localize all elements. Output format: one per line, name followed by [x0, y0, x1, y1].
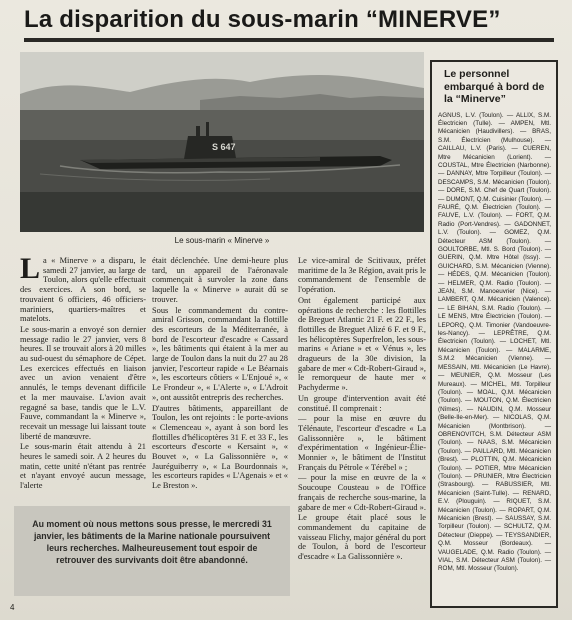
article-paragraph: Un groupe d'intervention avait été constitué. Il comprenait : [298, 393, 426, 413]
lead-paragraph-text: a « Minerve » a disparu, le samedi 27 janvier, au large de Toulon, alors qu'elle effectuait des exercices. A son bord, se trouvaient 6 officiers, 46 officiers-mariniers, quartiers-maîtres et matelots. [20, 256, 146, 324]
photo-caption: Le sous-marin « Minerve » [174, 236, 270, 245]
article-paragraph: Ont également participé aux opérations de recherche : les flottilles de Breguet Atlantic 21 F. et 22 F., les flottilles de Breguet Alizé 6 F. et 9 F., les hélicoptères Superfrelon, les sous-marins « Ariane » et « Vénus », les dragueurs de la 30e division, la gabare de mer « Cdt-Robert-Giraud », le remorqueur de haute mer « Pachyderme ». [298, 295, 426, 393]
hull-number: S 647 [212, 142, 236, 152]
page-number: 4 [10, 603, 15, 612]
crew-list-names: AGNUS, L.V. (Toulon). — ALLIX, S.M. Électricien (Tulle). — AMPEN, Mtl. Mécanicien (Haudivillers). — BRAS, S.M. Électricien (Mulhouse). — CAILLAU, L.V. (Paris). — CUEREN, Mtre Mécanicien (Lorient). — COUSTAL, Mtre Électricien (Narbonne). — DANNAY, Mtre Torpilleur (Toulon). — DESCAMPS, S.M. Mécanicien (Toulon). — DORE, S.M. Chef de Quart (Toulon). — DUMONT, Q.M. Cuisinier (Toulon). — FAURÉ, Q.M. Électricien (Toulon). — FAUVE, L.V. (Toulon). — FORT, Q.M. Radio (Port-Vendres). — GADONNET, L.V. (Toulon). — GOMEZ, Q.M. Détecteur ASM (Toulon). — GOULTORBE, Mtl. S. Bord (Toulon). — GUERIN, Q.M. Mtre Hôtel (Issy). — GUICHARD, S.M. Mécanicien (Vienne). — HÉDES, Q.M. Mécanicien (Toulon). — HELMER, Q.M. Radio (Toulon). — JEAN, S.M. Manoeuvrier (Nice). — LAMBERT, Q.M. Mécanicien (Valence). — LE BIHAN, S.M. Radio (Toulon). — LE MENS, Mtre Électricien (Toulon). — LEPORQ, Q.M. Timonier (Vandoeuvre-les-Nancy). — LEPRÊTRE, Q.M. Électricien (Toulon). — LOCHET, Mtl. Mécanicien (Toulon). — MALARME, S.M.2 Mécanicien (Vienne). — MESSAIN, Mtl. Mécanicien (Le Havre). — MEUNIER, Q.M. Mosseur (Les Mureaux). — MICHEL, Mtl. Torpilleur (Toulon). — MOAL, Q.M. Mécanicien (Toulon). — MOUTON, Q.M. Électricien (Nîmes). — NAUDIN, Q.M. Mosseur (Belle-Ile-en-Mer). — NICOLAS, Q.M. Mécanicien (Montbrison). — OBRENOVITCH, S.M. Détecteur ASM (Toulon). — NAAS, S.M. Mécanicien (Toulon). — PAILLARD, Mtl. Mécanicien (Brest). — PLOTTIN, Q.M. Mécanicien (Toulon). — POTIER, Mtre Mécanicien (Toulon). — PRUNIER, Mtre Électricien (Strasbourg). — RABUSSIER, Mtl. Mécanicien (Saint-Tulle). — RENARD, E.V. (Plouguin). — RIQUET, S.M. Mécanicien (Toulon). — ROPART, Q.M. Mécanicien (Brest). — SAUSSAY, S.M. Torpilleur (Toulon). — SCHULTZ, Q.M. Détecteur (Dieppe). — TEYSSANDIER, Q.M. Mosseur (Bordeaux). — VAUGELADE, Q.M. Radio (Toulon). — VIAL, S.M. Détecteur ASM (Toulon). — ROM, Mtl. Mosseur (Toulon). [438, 111, 551, 573]
article-paragraph: Le groupe était placé sous le commandement du capitaine de vaisseau Flichy, major général du port de Toulon, à bord de l'escorteur d'escadre « La Galissonnière ». [298, 513, 426, 562]
article-column-1 [20, 256, 146, 504]
crew-list-title: Le personnel embarqué à bord de la “Minerve” [444, 68, 545, 105]
headline-rule [24, 38, 554, 42]
submarine-photo [20, 52, 424, 232]
article-paragraph: était déclenchée. Une demi-heure plus tard, un appareil de l'aéronavale commençait à survoler la zone dans laquelle la « Minerve » aurait dû se trouver. [152, 256, 288, 304]
crew-list-sidebar [430, 60, 558, 608]
article-paragraph: — pour la mise en œuvre du Télénaute, l'escorteur d'escadre « La Galissonnière », le bâtiment d'expérimentation « Ingénieur-Élie-Monnier », le bâtiment de l'Institut Français du Pétrole « Térébel » ; [298, 414, 426, 472]
drop-cap: L [20, 256, 41, 285]
article-paragraph: Le sous-marin a envoyé son dernier message radio le 27 janvier, vers 8 heures. Il se trouvait alors à 20 milles au sud-ouest du sémaphore de Cépet. Les exercices effectués en liaison avec un avion venaient d'être annulés, le temps devenant difficile et la mer mauvaise. L'avion avait regagné sa base, tandis que le L.V. Fauve, commandant la « Minerve », recevait un message lui laissant toute liberté de manœuvre. [20, 324, 146, 441]
article-headline: La disparition du sous-marin “MINERVE” [24, 6, 501, 33]
press-notice-text: Au moment où nous mettons sous presse, le mercredi 31 janvier, les bâtiments de la Marine nationale poursuivent leurs recherches. Malheureusement tout espoir de retrouver des survivants doit être abandonné. [32, 519, 272, 565]
article-paragraph: Le vice-amiral de Scitivaux, préfet maritime de la 3e Région, avait pris le commandement de l'ensemble de l'opération. [298, 256, 426, 295]
article-column-3 [298, 256, 426, 612]
article-paragraph [20, 256, 146, 324]
press-notice-box [14, 506, 290, 596]
article-column-2 [152, 256, 288, 504]
article-paragraph: Sous le commandement du contre-amiral Grisson, commandant la flottille des escorteurs de la Méditerranée, à bord de l'escorteur d'escadre « Cassard », les bâtiments qui étaient à la mer au large de Toulon dans la nuit du 27 au 28 janvier, l'escorteur rapide « Le Béarnais », les escorteurs côtiers « L'Enjoué », « Le Frondeur », « L'Alerte », « L'Adroit », ont aussitôt entrepris des recherches. [152, 305, 288, 402]
article-paragraph: Le sous-marin était attendu à 21 heures le samedi soir. A 2 heures du matin, cette unité n'étant pas rentrée et n'ayant envoyé aucun message, l'alerte [20, 442, 146, 491]
article-paragraph: D'autres bâtiments, appareillant de Toulon, les ont rejoints : le porte-avions « Clemenceau », ayant à son bord les flottilles d'hélicoptères 31 F. et 33 F., les escorteurs d'escorte « Kersaint », « Bouvet », « La Galissonnière », « Jauréguiberry », « La Bourdonnais », les escorteurs rapides « L'Agenais » et « Le Breston ». [152, 403, 288, 491]
article-paragraph: — pour la mise en œuvre de la « Soucoupe Cousteau » de l'Office français de recherche sous-marine, la gabare de mer « Cdt-Robert-Giraud ». [298, 473, 426, 512]
submarine-photo-illustration [20, 52, 424, 232]
